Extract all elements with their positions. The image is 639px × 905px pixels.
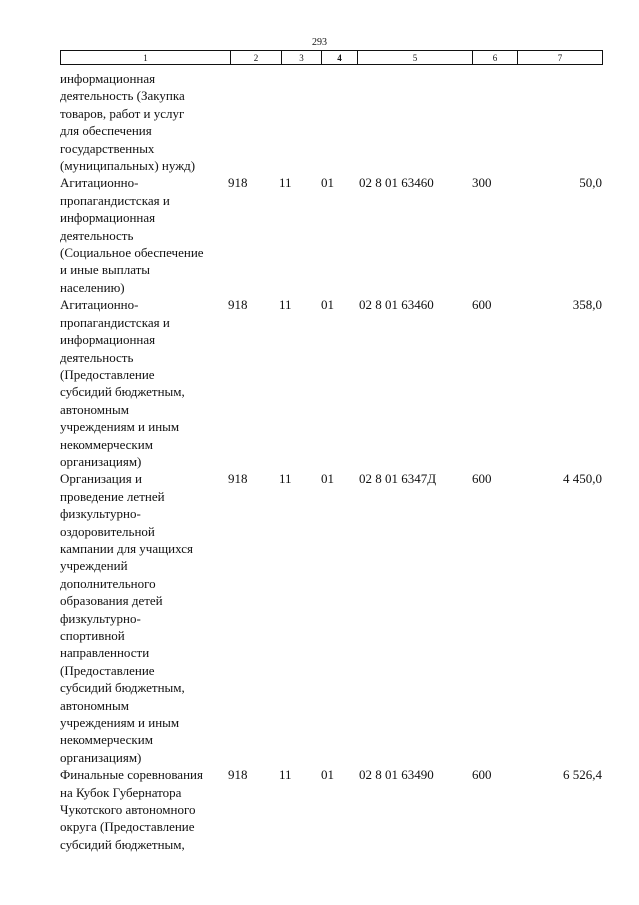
- subsection-code: 01: [321, 471, 334, 487]
- subsection-code: 01: [321, 297, 334, 313]
- budget-table-body: [60, 70, 602, 853]
- table-row: [60, 766, 602, 853]
- target-article-code: 02 8 01 6347Д: [359, 471, 437, 487]
- header-col-2: 2: [231, 51, 282, 65]
- table-row: [60, 70, 602, 174]
- section-code: 11: [279, 471, 292, 487]
- expense-type-code: 600: [472, 767, 492, 783]
- subsection-code: 01: [321, 767, 334, 783]
- page-number: 293: [312, 37, 327, 48]
- expense-item-name: Агитационно- пропагандистская и информационная деятельность (Социальное обеспечение и иные выплаты населению): [60, 175, 204, 295]
- amount-value: 358,0: [572, 297, 602, 313]
- expense-item-name: Агитационно- пропагандистская и информационная деятельность (Предоставление субсидий бюджетным, автономным учреждениям и иным некоммерческим организациям): [60, 297, 185, 469]
- column-number-header: [60, 50, 603, 65]
- ministry-code: 918: [228, 767, 248, 783]
- expense-item-name: Организация и проведение летней физкультурно- оздоровительной кампании для учащихся учреждений дополнительного образования детей физкультурно- спортивной направленности (Предоставление субсидий бюджетным, автономным учреждениям и иным некоммерческим организациям): [60, 471, 193, 765]
- ministry-code: 918: [228, 175, 248, 191]
- expense-type-code: 600: [472, 471, 492, 487]
- header-col-3: 3: [282, 51, 322, 65]
- expense-item-name: информационная деятельность (Закупка товаров, работ и услуг для обеспечения государственных (муниципальных) нужд): [60, 71, 196, 174]
- expense-item-name: Финальные соревнования на Кубок Губернатора Чукотского автономного округа (Предоставление субсидий бюджетным,: [60, 767, 203, 852]
- header-col-6: 6: [473, 51, 518, 65]
- target-article-code: 02 8 01 63490: [359, 767, 434, 783]
- expense-type-code: 600: [472, 297, 492, 313]
- ministry-code: 918: [228, 297, 248, 313]
- expense-type-code: 300: [472, 175, 492, 191]
- subsection-code: 01: [321, 175, 334, 191]
- target-article-code: 02 8 01 63460: [359, 297, 434, 313]
- header-col-5: 5: [358, 51, 473, 65]
- header-row: [61, 51, 603, 65]
- header-col-1: 1: [61, 51, 231, 65]
- amount-value: 50,0: [579, 175, 602, 191]
- ministry-code: 918: [228, 471, 248, 487]
- amount-value: 4 450,0: [563, 471, 602, 487]
- header-col-7: 7: [518, 51, 603, 65]
- section-code: 11: [279, 767, 292, 783]
- header-col-4: 4: [322, 51, 358, 65]
- table-row: [60, 470, 602, 766]
- table-row: [60, 296, 602, 470]
- section-code: 11: [279, 175, 292, 191]
- section-code: 11: [279, 297, 292, 313]
- table-row: [60, 174, 602, 296]
- amount-value: 6 526,4: [563, 767, 602, 783]
- target-article-code: 02 8 01 63460: [359, 175, 434, 191]
